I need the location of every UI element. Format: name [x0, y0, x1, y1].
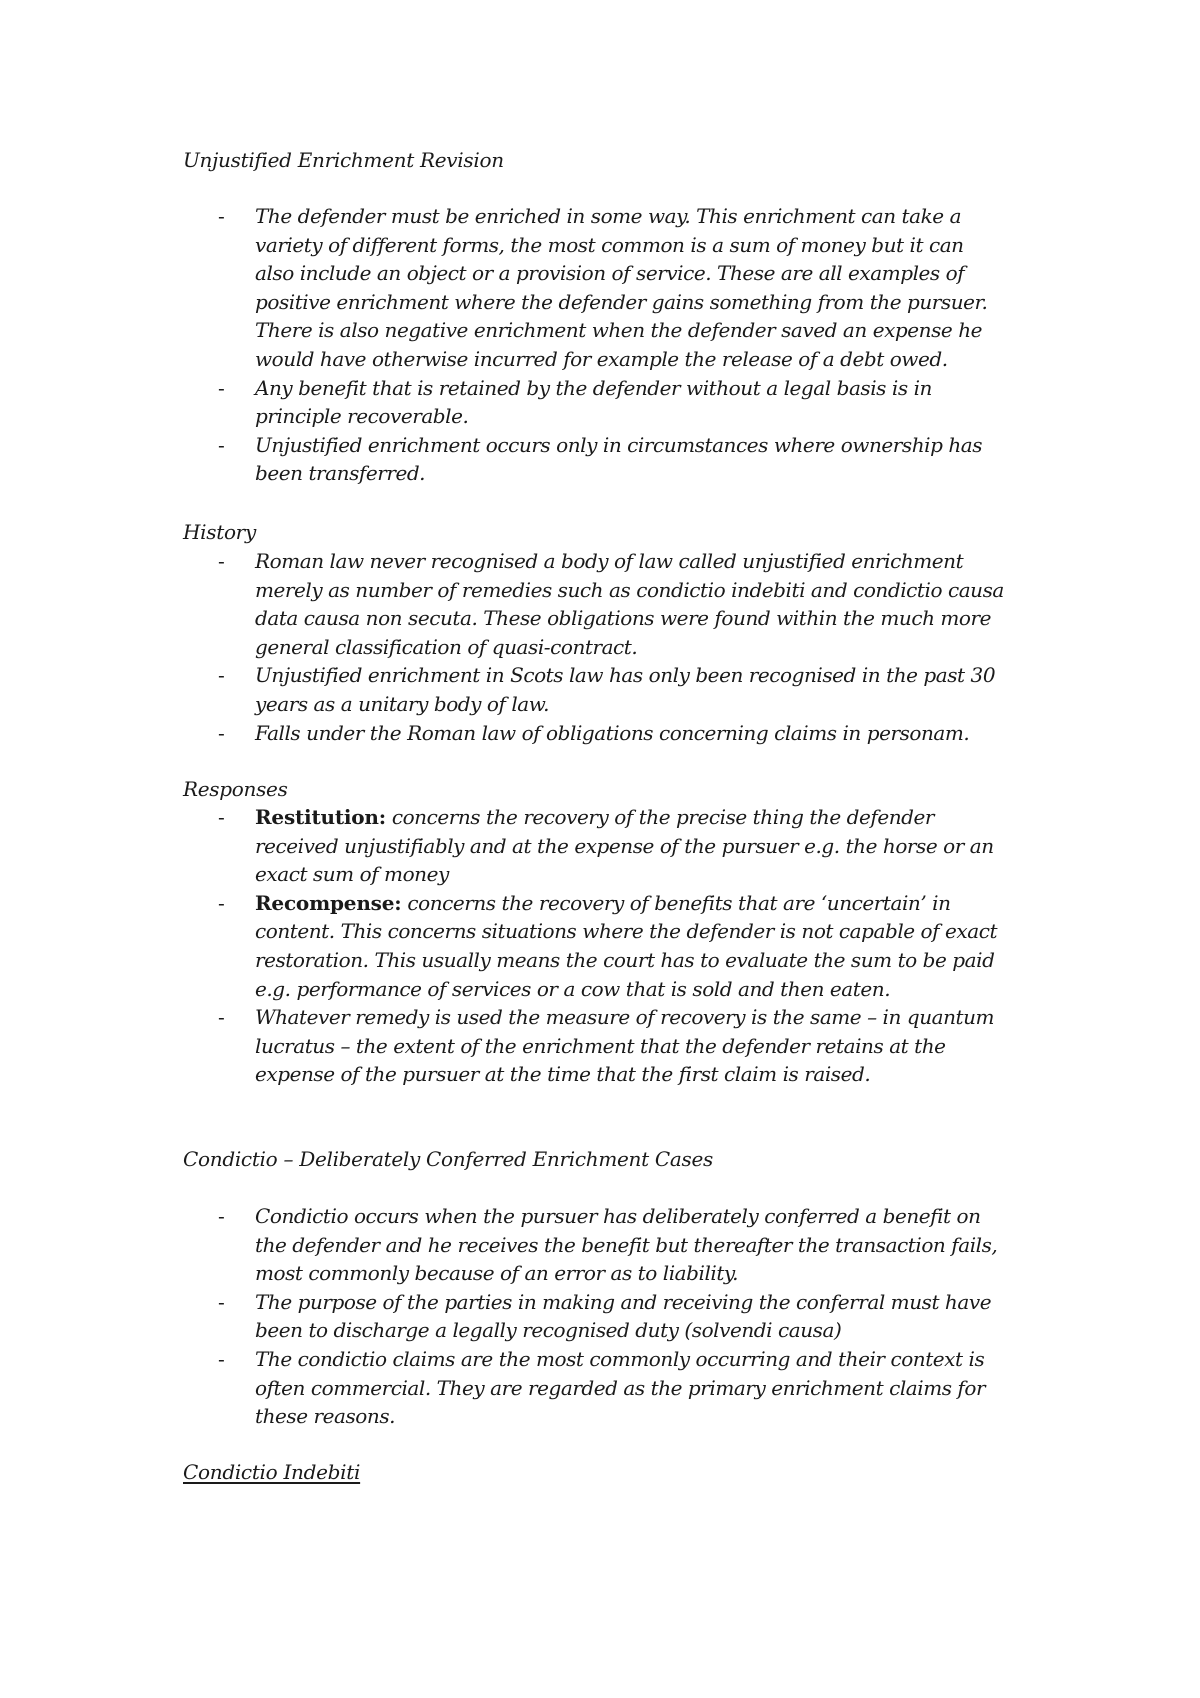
text-line: Whatever remedy is used the measure of recovery is the same – in quantum	[255, 1005, 995, 1030]
text-line: Falls under the Roman law of obligations concerning claims in personam.	[255, 720, 970, 745]
text-line: would have otherwise incurred for example the release of a debt owed.	[255, 346, 948, 371]
text-line: received unjustifiably and at the expense of the pursuer e.g. the horse or an	[255, 833, 994, 858]
bullet-dash: -	[218, 663, 225, 688]
text-line: years as a unitary body of law.	[255, 691, 549, 716]
text-line: been to discharge a legally recognised duty (solvendi causa)	[255, 1318, 842, 1343]
bullet-dash: -	[218, 375, 225, 400]
condictio-bullet-list	[0, 1202, 997, 1431]
bullet-dash: -	[218, 1346, 225, 1371]
text-line: The defender must be enriched in some way. This enrichment can take a	[255, 204, 962, 228]
text-line: variety of different forms, the most common is a sum of money but it can	[255, 232, 964, 257]
text-line: There is also negative enrichment when the defender saved an expense he	[255, 318, 983, 343]
text-line: The condictio claims are the most commonly occurring and their context is	[255, 1346, 985, 1371]
list-item	[0, 889, 997, 1003]
bullet-dash: -	[218, 204, 225, 228]
text-line: often commercial. They are regarded as the primary enrichment claims for	[255, 1375, 986, 1400]
text-line: data causa non secuta. These obligations were found within the much more	[255, 606, 992, 631]
text-line: exact sum of money	[255, 862, 449, 887]
bullet-dash: -	[218, 432, 225, 457]
text-line: these reasons.	[255, 1404, 396, 1429]
text-line: content. This concerns situations where the defender is not capable of exact	[255, 919, 998, 944]
bullet-dash: -	[218, 1289, 225, 1314]
section-heading-responses: Responses	[183, 777, 288, 801]
list-item	[0, 1345, 997, 1431]
text-line: Roman law never recognised a body of law called unjustified enrichment	[255, 549, 964, 573]
bullet-dash: -	[218, 805, 225, 829]
page-title: Unjustified Enrichment Revision	[183, 148, 504, 172]
definition-text: concerns the recovery of the precise thing the defender	[385, 805, 934, 829]
list-item	[0, 719, 1004, 748]
text-line: Unjustified enrichment in Scots law has only been recognised in the past 30	[255, 663, 996, 688]
intro-bullet-list	[0, 202, 987, 488]
text-line: lucratus – the extent of the enrichment that the defender retains at the	[255, 1033, 946, 1058]
bullet-dash: -	[218, 890, 225, 915]
text-line: Unjustified enrichment occurs only in circumstances where ownership has	[255, 432, 983, 457]
text-line: most commonly because of an error as to liability.	[255, 1261, 739, 1286]
text-line: Condictio occurs when the pursuer has deliberately conferred a benefit on	[255, 1204, 981, 1228]
list-item	[0, 431, 987, 488]
bullet-dash: -	[218, 1005, 225, 1030]
section-heading-history: History	[183, 520, 256, 544]
text-line: restoration. This usually means the court has to evaluate the sum to be paid	[255, 947, 995, 972]
text-line: been transferred.	[255, 461, 426, 486]
bullet-dash: -	[218, 720, 225, 745]
text-line	[255, 889, 997, 918]
text-line: Any benefit that is retained by the defender without a legal basis is in	[255, 375, 932, 400]
text-line: e.g. performance of services or a cow that is sold and then eaten.	[255, 976, 891, 1001]
responses-bullet-list	[0, 803, 997, 1089]
list-item	[0, 1288, 997, 1345]
history-bullet-list	[0, 547, 1004, 747]
term-restitution: Restitution:	[255, 805, 386, 829]
list-item	[0, 374, 987, 431]
text-line	[255, 803, 997, 832]
text-line: general classification of quasi-contract.	[255, 634, 638, 659]
text-line: The purpose of the parties in making and receiving the conferral must have	[255, 1289, 992, 1314]
bullet-dash: -	[218, 1204, 225, 1228]
text-line: principle recoverable.	[255, 404, 469, 429]
list-item	[0, 202, 987, 374]
list-item	[0, 803, 997, 889]
text-line: merely as number of remedies such as condictio indebiti and condictio causa	[255, 577, 1004, 602]
list-item	[0, 1003, 997, 1089]
list-item	[0, 547, 1004, 661]
section-heading-condictio: Condictio – Deliberately Conferred Enrichment Cases	[183, 1147, 713, 1171]
text-line: the defender and he receives the benefit but thereafter the transaction fails,	[255, 1232, 998, 1257]
section-heading-condictio-indebiti: Condictio Indebiti	[183, 1460, 361, 1484]
list-item	[0, 661, 1004, 718]
text-line: also include an object or a provision of service. These are all examples of	[255, 261, 965, 286]
definition-text: concerns the recovery of benefits that are ‘uncertain’ in	[401, 890, 951, 915]
bullet-dash: -	[218, 549, 225, 573]
list-item	[0, 1202, 997, 1288]
text-line: expense of the pursuer at the time that the first claim is raised.	[255, 1062, 871, 1087]
term-recompense: Recompense:	[255, 890, 402, 915]
text-line: positive enrichment where the defender gains something from the pursuer.	[255, 289, 988, 314]
